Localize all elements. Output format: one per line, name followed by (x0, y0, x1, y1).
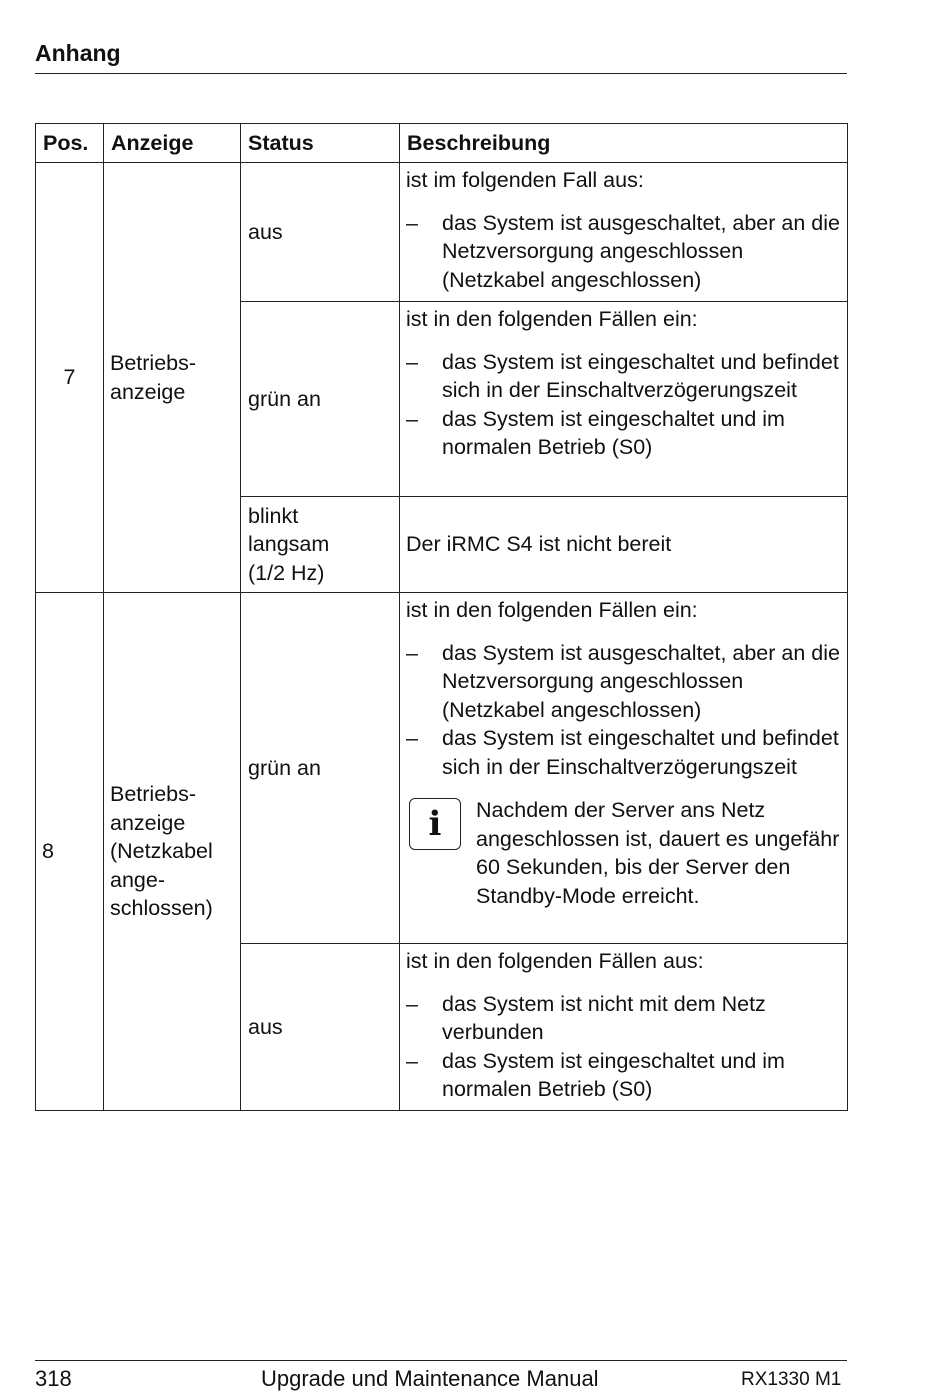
column-header-pos: Pos. (36, 124, 104, 163)
status-cell: aus (241, 944, 400, 1111)
list-item-text: das System ist eingeschaltet und befindet sich in der Einschaltverzögerungszeit (442, 726, 839, 779)
info-note-text: Nachdem der Server ans Netz angeschlossen ist, dauert es ungefähr 60 Sekunden, bis der Server den Standby-Mode erreicht. (476, 798, 840, 908)
column-header-beschreibung: Beschreibung (400, 124, 848, 163)
list-item (406, 639, 841, 725)
info-note (406, 796, 841, 910)
description-intro: ist in den folgenden Fällen ein: (406, 307, 698, 331)
list-item-text: das System ist eingeschaltet und im normalen Betrieb (S0) (442, 1048, 785, 1101)
manual-title: Upgrade und Maintenance Manual (261, 1366, 599, 1391)
list-item (406, 209, 841, 295)
table-row (36, 163, 848, 302)
led-indicator-table (35, 123, 848, 1111)
status-cell: grün an (241, 593, 400, 944)
list-item-text: das System ist eingeschaltet und im normalen Betrieb (S0) (442, 406, 785, 459)
description-intro: ist in den folgenden Fällen aus: (406, 949, 704, 973)
status-cell: aus (241, 163, 400, 302)
list-item-text: das System ist nicht mit dem Netz verbunden (442, 991, 766, 1044)
bullet-dash: – (406, 406, 418, 431)
bullet-dash: – (406, 726, 418, 750)
list-item-text: das System ist ausgeschaltet, aber an die Netzversorgung angeschlossen (Netzkabel angeschlossen) (442, 640, 840, 722)
model-name: RX1330 M1 (741, 1369, 842, 1390)
description-cell (400, 497, 848, 593)
bullet-dash: – (406, 349, 418, 374)
description-list (406, 639, 841, 782)
bullet-dash: – (406, 1048, 418, 1073)
description-list (406, 348, 841, 462)
description-cell (400, 302, 848, 497)
section-title: Anhang (35, 40, 121, 66)
footer-divider (35, 1360, 847, 1361)
table-header-row (36, 124, 848, 163)
description-intro: ist im folgenden Fall aus: (406, 168, 644, 192)
description-intro: ist in den folgenden Fällen ein: (406, 598, 698, 622)
bullet-dash: – (406, 991, 418, 1016)
column-header-status: Status (241, 124, 400, 163)
table-row (36, 593, 848, 944)
list-item (406, 1047, 841, 1104)
bullet-dash: – (406, 640, 418, 665)
list-item (406, 990, 841, 1047)
indicator-cell-7: Betriebs- anzeige (104, 163, 241, 593)
description-text: Der iRMC S4 ist nicht bereit (406, 531, 672, 556)
status-cell: blinkt langsam (1/2 Hz) (241, 497, 400, 593)
description-cell (400, 593, 848, 944)
bullet-dash: – (406, 210, 418, 235)
list-item (406, 348, 841, 405)
description-list (406, 990, 841, 1104)
status-cell: grün an (241, 302, 400, 497)
list-item-text: das System ist ausgeschaltet, aber an die Netzversorgung angeschlossen (Netzkabel angeschlossen) (442, 210, 840, 292)
page-number: 318 (35, 1366, 72, 1391)
header-divider (35, 73, 847, 74)
pos-cell-7: 7 (36, 163, 104, 593)
pos-cell-8: 8 (36, 593, 104, 1111)
list-item (406, 405, 841, 462)
list-item-text: das System ist eingeschaltet und befindet sich in der Einschaltverzögerungszeit (442, 349, 839, 402)
description-cell (400, 944, 848, 1111)
list-item (406, 724, 841, 781)
description-cell (400, 163, 848, 302)
indicator-cell-8: Betriebs- anzeige (Netzkabel ange- schlossen) (104, 593, 241, 1111)
column-header-anzeige: Anzeige (104, 124, 241, 163)
info-icon: i (409, 798, 461, 850)
description-list (406, 209, 841, 295)
